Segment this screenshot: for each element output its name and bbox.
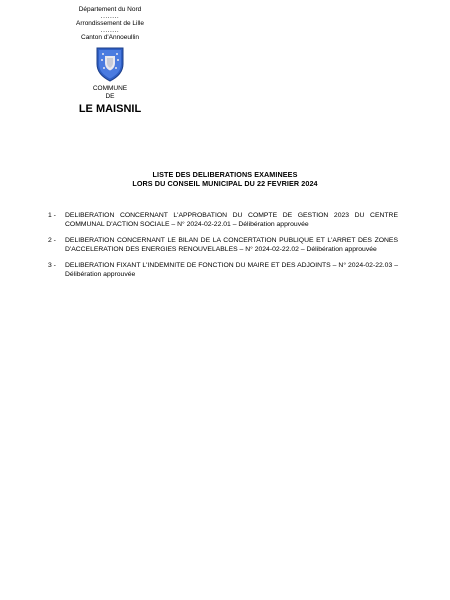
title-line-2: LORS DU CONSEIL MUNICIPAL DU 22 FEVRIER 2024	[132, 179, 318, 188]
deliberation-list	[48, 212, 398, 287]
list-item	[48, 212, 398, 229]
separator: ........	[100, 13, 120, 20]
commune-label: COMMUNE	[92, 85, 128, 92]
list-item	[48, 262, 398, 279]
item-text: DELIBERATION CONCERNANT LE BILAN DE LA CONCERTATION PUBLIQUE ET L'ARRET DES ZONES D'ACCELERATION DES ENERGIES RENOUVELABLES – N° 2024-02-22.02 – Délibération approuvée	[65, 237, 398, 253]
title-line-1: LISTE DES DELIBERATIONS EXAMINEES	[152, 170, 298, 179]
separator: ........	[100, 27, 120, 34]
list-item	[48, 237, 398, 254]
arrondissement-label: Arrondissement de Lille	[76, 20, 144, 27]
canton-label: Canton d'Annoeullin	[81, 34, 139, 41]
letterhead	[60, 6, 160, 116]
commune-name: LE MAISNIL	[78, 103, 142, 115]
commune-de-label: DE	[105, 93, 115, 100]
departement-label: Département du Nord	[78, 6, 142, 13]
document-title	[0, 170, 450, 188]
item-number: 2 -	[48, 237, 56, 244]
item-text: DELIBERATION CONCERNANT L'APPROBATION DU COMPTE DE GESTION 2023 DU CENTRE COMMUNAL D'ACTION SOCIALE – N° 2024-02-22.01 – Délibération approuvée	[65, 212, 398, 228]
item-number: 1 -	[48, 212, 56, 219]
item-number: 3 -	[48, 262, 56, 269]
coat-of-arms-icon	[95, 46, 125, 82]
item-text: DELIBERATION FIXANT L'INDEMNITE DE FONCTION DU MAIRE ET DES ADJOINTS – N° 2024-02-22.03 – Délibération approuvée	[65, 262, 398, 278]
